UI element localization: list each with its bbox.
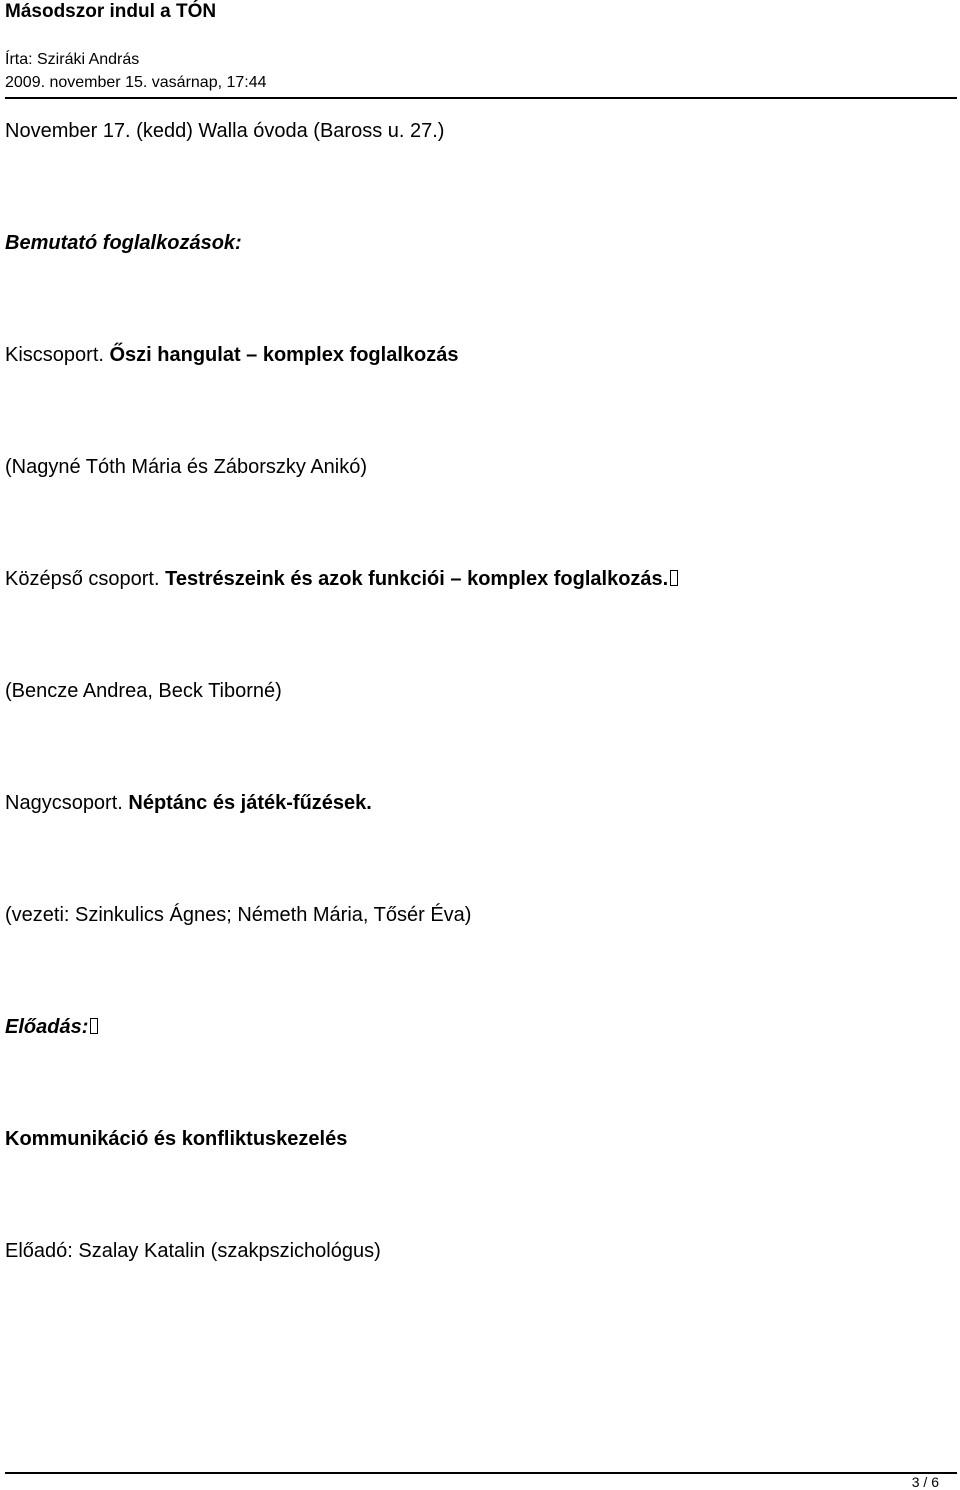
lecturer-line: Előadó: Szalay Katalin (szakpszichológus) [5, 1240, 381, 1262]
nagycsoport-leaders: (vezeti: Szinkulics Ágnes; Németh Mária, Tősér Éva) [5, 904, 472, 926]
kiscsoport-line [5, 343, 458, 367]
date-line: 2009. november 15. vasárnap, 17:44 [5, 74, 267, 91]
kiscsoport-label: Kiscsoport. [5, 344, 110, 366]
missing-glyph-icon [670, 570, 678, 586]
demo-heading: Bemutató foglalkozások: [5, 232, 242, 254]
kiscsoport-title: Őszi hangulat – komplex foglalkozás [109, 344, 459, 366]
lecture-heading [5, 1015, 98, 1039]
nagycsoport-line [5, 791, 372, 815]
lecture-heading-text: Előadás: [5, 1016, 89, 1038]
page-title: Másodszor indul a TÓN [5, 1, 217, 22]
event-line: November 17. (kedd) Walla óvoda (Baross u. 27.) [5, 120, 445, 142]
author-line: Írta: Sziráki András [5, 51, 140, 68]
nagycsoport-label: Nagycsoport. [5, 792, 129, 814]
footer-divider [5, 1472, 957, 1474]
lecture-title: Kommunikáció és konfliktuskezelés [5, 1128, 348, 1150]
kozepso-label: Középső csoport. [5, 568, 166, 590]
missing-glyph-icon [90, 1018, 98, 1034]
kiscsoport-leaders: (Nagyné Tóth Mária és Záborszky Anikó) [5, 456, 368, 478]
kozepso-title: Testrészeink és azok funkciói – komplex foglalkozás. [165, 568, 669, 590]
kozepso-line [5, 567, 678, 591]
nagycsoport-title: Néptánc és játék-fűzések. [128, 792, 372, 814]
header-divider [5, 97, 957, 99]
page-number: 3 / 6 [911, 1474, 939, 1490]
kozepso-leaders: (Bencze Andrea, Beck Tiborné) [5, 680, 282, 702]
